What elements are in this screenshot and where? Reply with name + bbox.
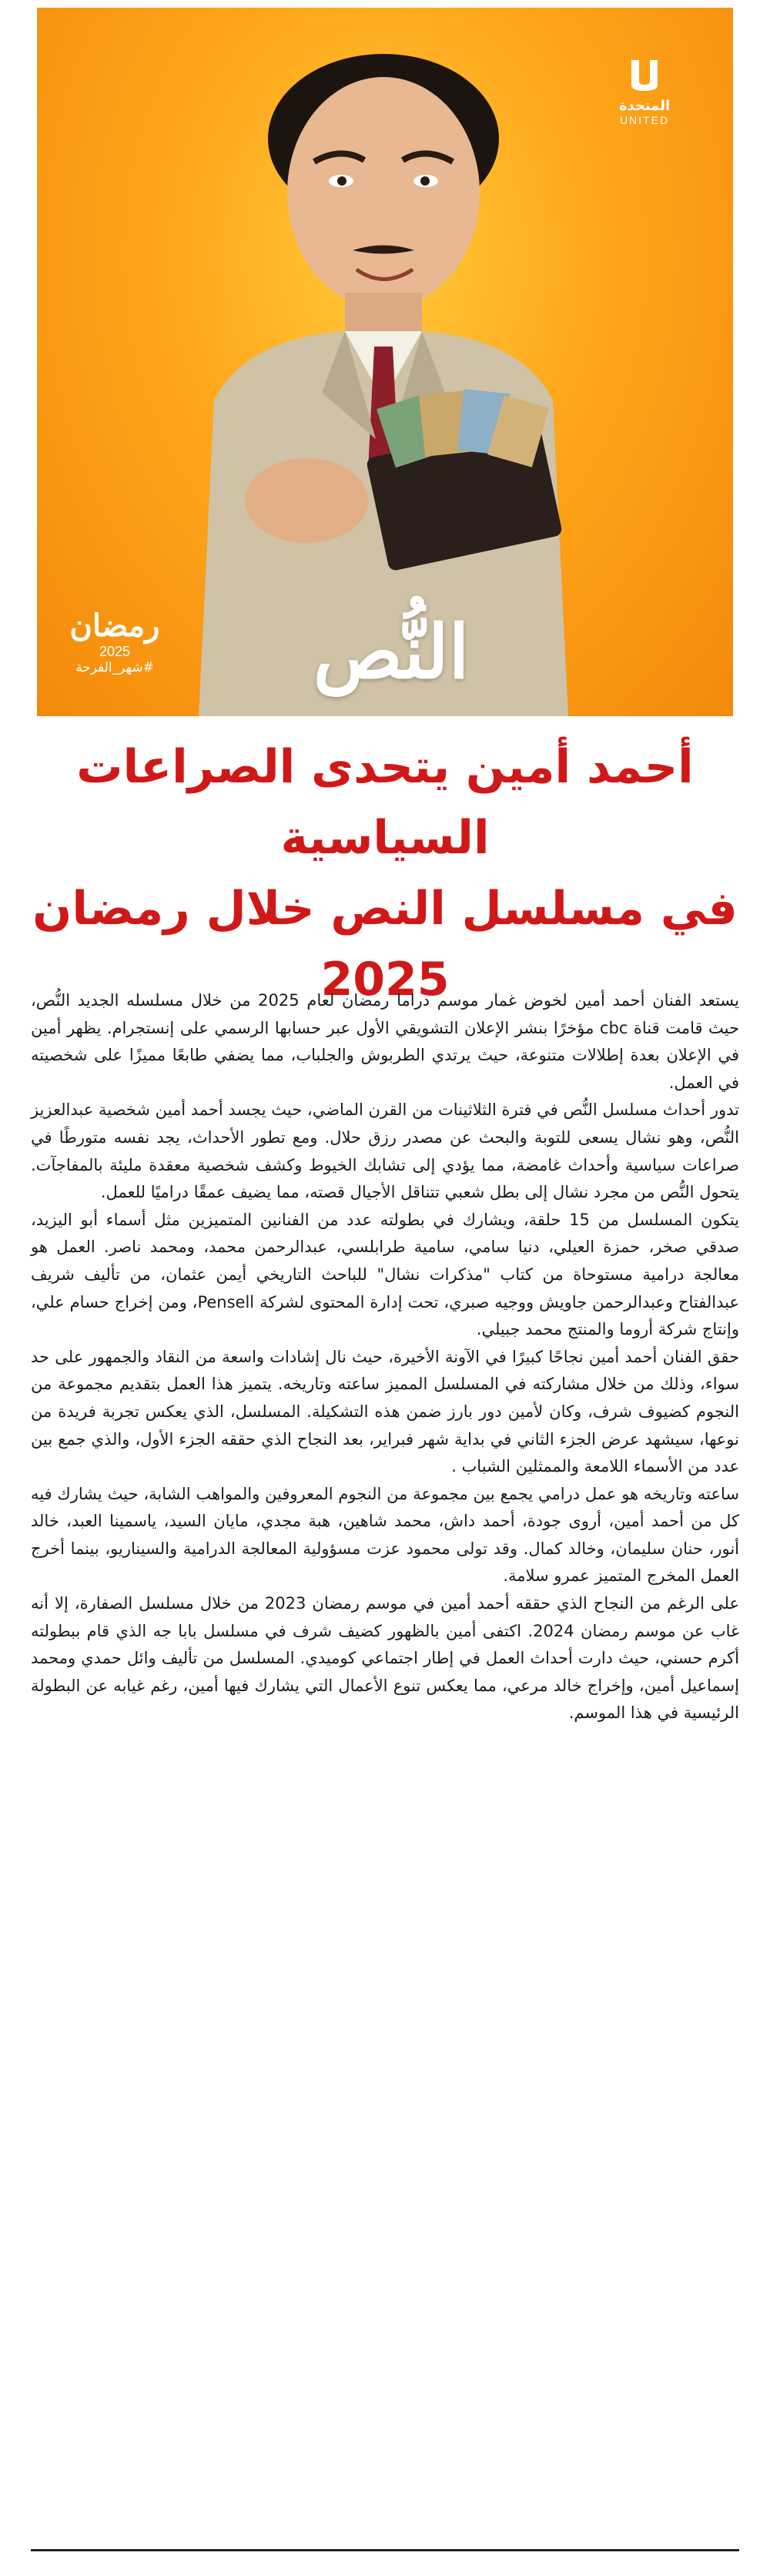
ramadan-word: رمضان [69,608,160,644]
article-paragraph: تدور أحداث مسلسل النُّص في فترة الثلاثينات من القرن الماضي، حيث يجسد أحمد أمين شخصية عبدالعزيز النُّص، وهو نشال يسعى للتوبة والبحث عن مصدر رزق حلال. ومع تطور الأحداث، يجد نفسه متورطًا في صراعات سياسية وأحداث غامضة، مما يؤدي إلى تشابك الخيوط وكشف شخصية معقدة مليئة بالمفاجآت. يتحول النُّص من مجرد نشال إلى بطل شعبي تتناقل الأجيال قصته، مما يضيف عمقًا دراميًا للعمل. [31,1100,739,1202]
brand-name-english: UNITED [619,114,670,126]
show-title: النُّص [313,608,470,695]
headline-line-1: أحمد أمين يتحدى الصراعات السياسية [76,740,694,865]
article-body [31,987,739,2481]
article-headline [31,732,739,1015]
article-paragraph: يستعد الفنان أحمد أمين لخوض غمار موسم دراما رمضان لعام 2025 من خلال مسلسله الجديد النُّص، حيث قامت قناة cbc مؤخرًا بنشر الإعلان التشويقي الأول عبر حسابها الرسمي على إنستجرام. يظهر أمين في الإعلان بعدة إطلالات متنوعة، حيث يرتدي الطربوش والجلباب، مما يضفي طابعًا مميزًا على شخصيته في العمل. [31,991,739,1092]
brand-name-arabic: المتحدة [618,98,671,114]
article-paragraph: على الرغم من النجاح الذي حققه أحمد أمين في موسم رمضان 2023 من خلال مسلسل الصفارة، إلا أنه غاب عن موسم رمضان 2024. اكتفى أمين بالظهور كضيف شرف في مسلسل بابا جه الذي قام ببطولته أكرم حسني، حيث دارت أحداث العمل في إطار اجتماعي كوميدي. المسلسل من تأليف وائل حمدي ومحمد إسماعيل أمين، وإخراج خالد مرعي، مما يعكس تنوع الأعمال التي يشارك فيها أمين، رغم غيابه عن البطولة الرئيسية في هذا الموسم. [31,1594,740,1723]
ramadan-hashtag: #شهر_الفرحة [75,660,154,675]
article-paragraph: ساعته وتاريخه هو عمل درامي يجمع بين مجموعة من النجوم المعروفين والمواهب الشابة، حيث يشارك فيه كل من أحمد أمين، أروى جودة، أحمد داش، محمد شاهين، هبة مجدي، مايان السيد، ياسمينا العبد، خالد أنور، حنان سليمان، وخالد كمال. وقد تولى محمود عزت مسؤولية المعالجة الدرامية والسيناريو، بينما أخرج العمل المخرج المتميز عمرو سلامة. [31,1484,739,1586]
article-paragraph: يتكون المسلسل من 15 حلقة، ويشارك في بطولته عدد من الفنانين المتميزين مثل أسماء أبو اليزيد، صدقي صخر، حمزة العيلي، دنيا سامي، سامية طرابلسي، عبدالرحمن محمد، ومحمد ناصر. العمل هو معالجة درامية مستوحاة من كتاب "مذكرات نشال" للباحث التاريخي أيمن عثمان، من تأليف شريف عبدالفتاح وعبدالرحمن جاويش ووجيه صبري، تحت إدارة المحتوى لشركة Pensell، ومن إخراج حسام علي، وإنتاج شركة أروما والمنتج محمد جبيلي. [31,1210,740,1339]
ramadan-campaign-logo [57,608,172,675]
united-logo-icon [624,54,665,95]
footer-divider [31,2549,739,2551]
headline-line-2: في مسلسل النص خلال رمضان 2025 [32,882,738,1007]
article-paragraph: حقق الفنان أحمد أمين نجاحًا كبيرًا في الآونة الأخيرة، حيث نال إشادات واسعة من النقاد والجمهور على حد سواء، وذلك من خلال مشاركته في المسلسل المميز ساعته وتاريخه. يتميز هذا العمل بتقديم مجموعة من النجوم كضيوف شرف، وكان لأمين دور بارز ضمن هذه التشكيلة. المسلسل، الذي يعكس تجربة فريدة من نوعها، سيشهد عرض الجزء الثاني في بداية شهر فبراير، بعد النجاح الذي حققه الجزء الأول، والذي جمع بين عدد من الأسماء اللامعة والممثلين الشباب . [31,1347,739,1476]
brand-logo [587,54,702,126]
ramadan-year: 2025 [99,644,131,659]
poster-image [37,8,733,716]
